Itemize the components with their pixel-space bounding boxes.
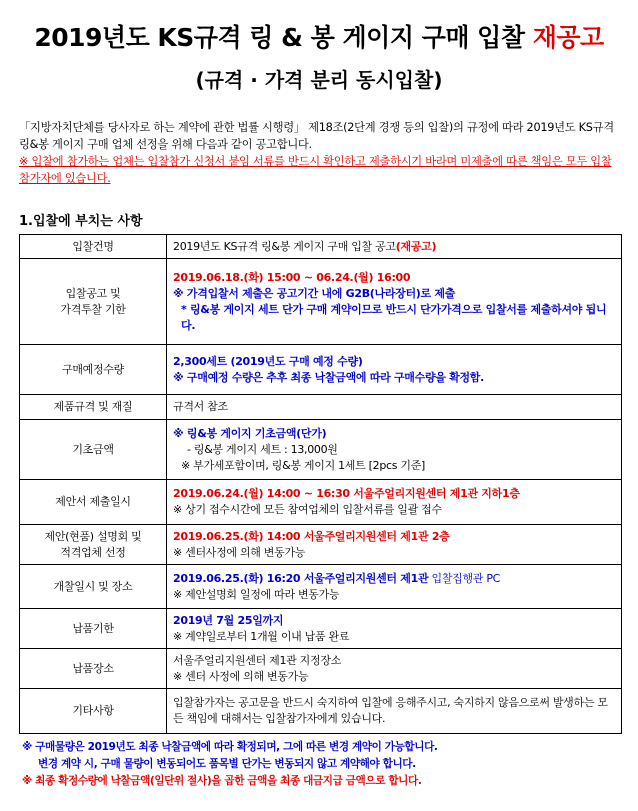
row-value <box>167 525 622 565</box>
row-value: 규격서 참조 <box>167 395 622 420</box>
footer-note: 변경 계약 시, 구매 물량이 변동되어도 품목별 단가는 변동되지 않고 계약해야 합니다. <box>38 758 416 770</box>
base-price-heading: ※ 링&봉 게이지 기초금액(단가) <box>173 426 327 440</box>
row-label: 납품기한 <box>20 609 167 649</box>
row-value <box>167 235 622 259</box>
label-line: 적격업체 선정 <box>60 545 126 559</box>
opening-datetime <box>173 571 615 587</box>
briefing-note: ※ 센터사정에 의해 변동가능 <box>173 545 306 559</box>
row-value <box>167 565 622 609</box>
table-row <box>20 565 622 609</box>
row-value <box>167 345 622 395</box>
row-label: 구매예정수량 <box>20 345 167 395</box>
table-row <box>20 259 622 345</box>
row-value <box>167 259 622 345</box>
table-row <box>20 525 622 565</box>
intro-notice: ※ 입찰에 참가하는 업체는 입찰참가 신청서 붙임 서류를 반드시 확인하고 제출하시기 바라며 미제출에 따른 책임은 모두 입찰 참가자에 있습니다. <box>19 155 612 185</box>
footer-notes <box>22 739 622 790</box>
intro-body: 「지방자치단체를 당사자로 하는 계약에 관한 법률 시행령」 제18조(2단계 경쟁 등의 입찰)의 규정에 따라 2019년도 KS규격 링&봉 게이지 구매 업체 선정을 위해 다음과 같이 공고합니다. <box>19 121 614 151</box>
delivery-place-note: ※ 센터 사정에 의해 변동가능 <box>173 669 309 683</box>
opening-time: 2019.06.25.(화) 16:20 서울주얼리지원센터 제1관 <box>173 571 429 585</box>
table-row <box>20 609 622 649</box>
intro-paragraph <box>19 119 621 187</box>
section-heading: 1.입찰에 부치는 사항 <box>19 214 143 229</box>
quantity-note: ※ 구매예정 수량은 추후 최종 낙찰금액에 따라 구매수량을 확정함. <box>173 370 484 384</box>
title-reannouncement: 재공고 <box>532 23 604 52</box>
table-row <box>20 480 622 525</box>
table-row <box>20 235 622 259</box>
table-row <box>20 345 622 395</box>
row-label: 납품장소 <box>20 649 167 689</box>
delivery-place: 서울주얼리지원센터 제1관 지정장소 <box>173 653 341 667</box>
briefing-datetime: 2019.06.25.(화) 14:00 서울주얼리지원센터 제1관 2층 <box>173 529 450 543</box>
table-row <box>20 649 622 689</box>
bid-details-table <box>19 234 622 734</box>
row-label <box>20 525 167 565</box>
row-label: 기초금액 <box>20 420 167 480</box>
notice-subtitle: (규격 · 가격 분리 동시입찰) <box>195 68 443 92</box>
bid-name: 2019년도 KS규격 링&봉 게이지 구매 입찰 공고 <box>173 239 396 253</box>
unit-price-note: * 링&봉 게이지 세트 단가 구매 계약이므로 반드시 단가가격으로 입찰서를 제출하셔야 됩니다. <box>181 302 607 332</box>
row-value <box>167 480 622 525</box>
proposal-note: ※ 상기 접수시간에 모든 참여업체의 입찰서류를 일괄 접수 <box>173 503 442 516</box>
g2b-note: ※ 가격입찰서 제출은 공고기간 내에 G2B(나라장터)로 제출 <box>173 286 456 300</box>
proposal-deadline: 2019.06.24.(월) 14:00 ~ 16:30 서울주얼리지원센터 제1관 지하1층 <box>173 487 520 500</box>
footer-note: ※ 최종 확정수량에 낙찰금액(일단위 절사)을 곱한 금액을 최종 대금지급 금액으로 합니다. <box>22 775 422 787</box>
row-label: 제안서 제출일시 <box>20 480 167 525</box>
delivery-deadline: 2019년 7월 25일까지 <box>173 613 284 627</box>
label-line: 입찰공고 및 <box>65 286 121 300</box>
row-value <box>167 609 622 649</box>
label-line: 가격투찰 기한 <box>60 302 126 316</box>
planned-quantity: 2,300세트 (2019년도 구매 예정 수량) <box>173 354 363 368</box>
row-value <box>167 649 622 689</box>
table-row <box>20 420 622 480</box>
row-label: 제품규격 및 재질 <box>20 395 167 420</box>
row-label: 개찰일시 및 장소 <box>20 565 167 609</box>
notice-title <box>0 18 638 54</box>
bid-name-highlight: (재공고) <box>395 239 437 253</box>
table-row <box>20 395 622 420</box>
table-row <box>20 689 622 734</box>
row-label: 입찰건명 <box>20 235 167 259</box>
footer-note: ※ 구매물량은 2019년도 최종 낙찰금액에 따라 확정되며, 그에 따른 변경 계약이 가능합니다. <box>22 741 438 753</box>
base-price-value: - 링&봉 게이지 세트 : 13,000원 <box>187 442 338 456</box>
row-label <box>20 259 167 345</box>
row-value: 입찰참가자는 공고문을 반드시 숙지하여 입찰에 응해주시고, 숙지하지 않음으로써 발생하는 모든 책임에 대해서는 입찰참가자에게 있습니다. <box>167 689 622 734</box>
delivery-note: ※ 계약일로부터 1개월 이내 납품 완료 <box>173 629 350 643</box>
row-label: 기타사항 <box>20 689 167 734</box>
title-main: 2019년도 KS규격 링 & 봉 게이지 구매 입찰 <box>34 23 533 52</box>
opening-place: 입찰집행관 PC <box>428 571 501 585</box>
row-value <box>167 420 622 480</box>
bid-period: 2019.06.18.(화) 15:00 ~ 06.24.(월) 16:00 <box>173 270 411 284</box>
label-line: 제안(현품) 설명회 및 <box>44 529 142 543</box>
opening-note: ※ 제안설명회 일정에 따라 변동가능 <box>173 587 340 601</box>
vat-note: ※ 부가세포함이며, 링&봉 게이지 1세트 [2pcs 기준] <box>181 458 426 472</box>
